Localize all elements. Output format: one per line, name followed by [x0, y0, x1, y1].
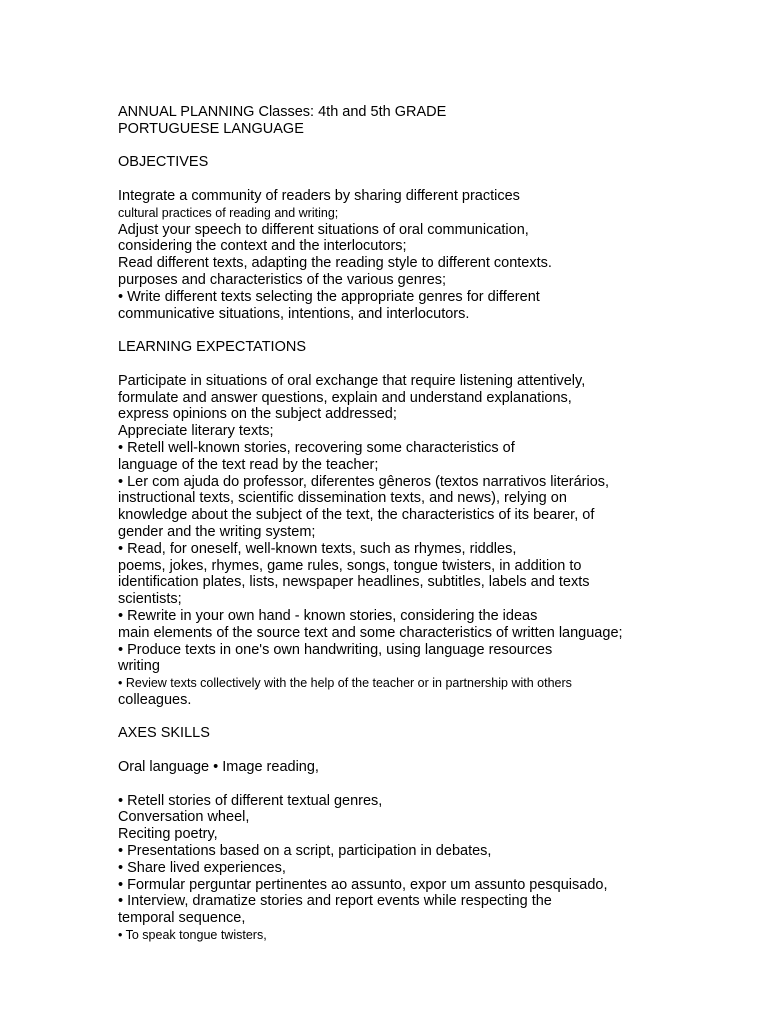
document-line: gender and the writing system; [118, 523, 316, 540]
document-line: poems, jokes, rhymes, game rules, songs, tongue twisters, in addition to [118, 557, 582, 574]
document-line: • Write different texts selecting the appropriate genres for different [118, 288, 540, 305]
document-line: LEARNING EXPECTATIONS [118, 339, 306, 356]
document-line: AXES SKILLS [118, 725, 210, 742]
document-line: formulate and answer questions, explain and understand explanations, [118, 389, 572, 406]
document-line: • Ler com ajuda do professor, diferentes gêneros (textos narrativos literários, [118, 473, 610, 490]
blank-line [118, 742, 748, 759]
document-line: • Retell well-known stories, recovering some characteristics of [118, 439, 515, 456]
document-line: Appreciate literary texts; [118, 423, 274, 440]
document-line: Reciting poetry, [118, 826, 218, 843]
document-line: main elements of the source text and some characteristics of written language; [118, 624, 623, 641]
document-line: • Interview, dramatize stories and report events while respecting the [118, 893, 552, 910]
document-line: considering the context and the interlocutors; [118, 238, 407, 255]
document-line: cultural practices of reading and writing; [118, 205, 339, 220]
document-line: identification plates, lists, newspaper headlines, subtitles, labels and texts [118, 574, 590, 591]
document-line: • Review texts collectively with the help of the teacher or in partnership with others [118, 676, 572, 691]
document-line: • To speak tongue twisters, [118, 928, 267, 943]
document-line: • Read, for oneself, well-known texts, such as rhymes, riddles, [118, 540, 517, 557]
document-line: colleagues. [118, 691, 192, 708]
document-line: Integrate a community of readers by sharing different practices [118, 187, 520, 204]
document-line: PORTUGUESE LANGUAGE [118, 120, 304, 137]
blank-line [118, 776, 748, 793]
document-line: OBJECTIVES [118, 154, 209, 171]
document-line: Participate in situations of oral exchange that require listening attentively, [118, 372, 586, 389]
document-line: temporal sequence, [118, 910, 246, 927]
document-line: purposes and characteristics of the various genres; [118, 271, 447, 288]
document-line: • Retell stories of different textual genres, [118, 792, 383, 809]
document-line: • Share lived experiences, [118, 859, 286, 876]
document-line: Oral language • Image reading, [118, 759, 319, 776]
blank-line [118, 709, 748, 726]
document-line: Read different texts, adapting the reading style to different contexts. [118, 255, 552, 272]
document-line: • Formular perguntar pertinentes ao assunto, expor um assunto pesquisado, [118, 876, 608, 893]
blank-line [118, 171, 748, 188]
document-line: communicative situations, intentions, and interlocutors. [118, 305, 470, 322]
blank-line [118, 356, 748, 373]
document-line: • Produce texts in one's own handwriting, using language resources [118, 641, 553, 658]
document-line: Adjust your speech to different situations of oral communication, [118, 221, 529, 238]
document-line: knowledge about the subject of the text, the characteristics of its bearer, of [118, 507, 595, 524]
document-line: scientists; [118, 591, 182, 608]
document-line: instructional texts, scientific dissemination texts, and news), relying on [118, 490, 567, 507]
document-line: Conversation wheel, [118, 809, 250, 826]
document-line: ANNUAL PLANNING Classes: 4th and 5th GRADE [118, 104, 447, 120]
document-line: • Presentations based on a script, participation in debates, [118, 843, 492, 860]
document-line: express opinions on the subject addressed; [118, 406, 397, 423]
blank-line [118, 138, 748, 155]
blank-line [118, 322, 748, 339]
document-line: • Rewrite in your own hand - known stories, considering the ideas [118, 607, 538, 624]
document-line: language of the text read by the teacher; [118, 456, 379, 473]
document-line: writing [118, 658, 160, 675]
document-page [118, 104, 748, 944]
